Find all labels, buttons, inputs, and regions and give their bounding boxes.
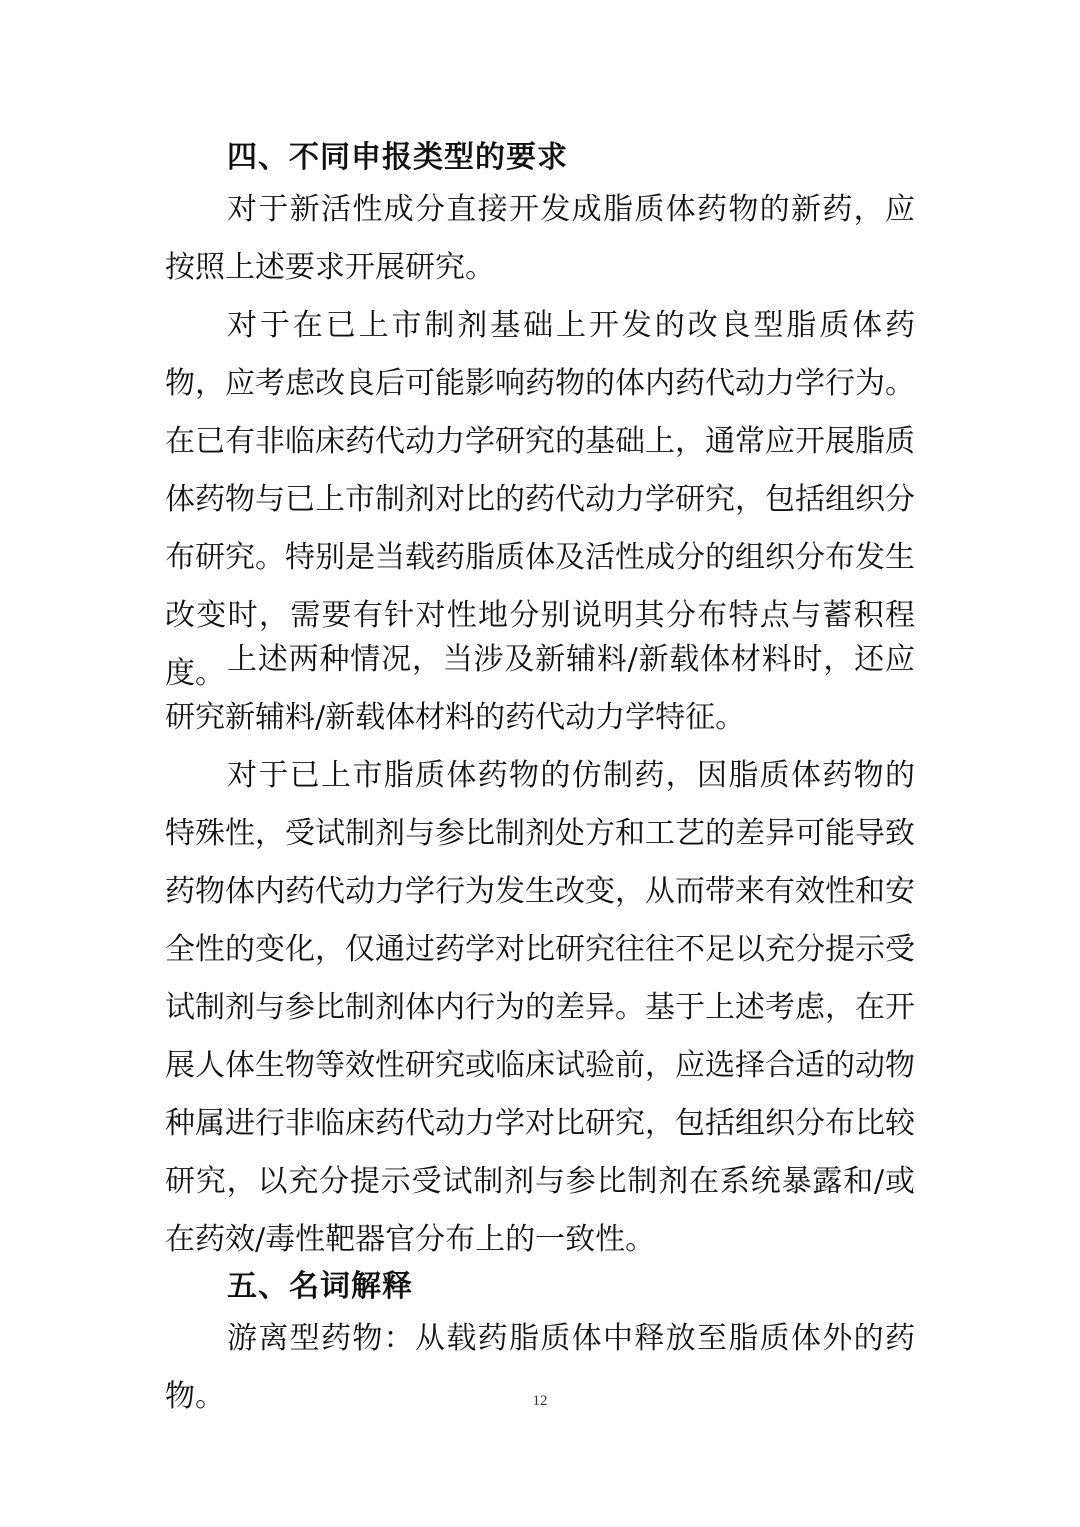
section-4-paragraph-4: 对于已上市脂质体药物的仿制药，因脂质体药物的特殊性，受试制剂与参比制剂处方和工艺的差异可能导致药物体内药代动力学行为发生改变，从而带来有效性和安全性的变化，仅通过药学对比研究往往不足以充分提示受试制剂与参比制剂体内行为的差异。基于上述考虑，在开展人体生物等效性研究或临床试验前，应选择合适的动物种属进行非临床药代动力学对比研究，包括组织分布比较研究，以充分提示受试制剂与参比制剂在系统暴露和/或在药效/毒性靶器官分布上的一致性。 [165, 758, 915, 1257]
section-4-paragraph-2: 对于在已上市制剂基础上开发的改良型脂质体药物，应考虑改良后可能影响药物的体内药代动力学行为。在已有非临床药代动力学研究的基础上，通常应开展脂质体药物与已上市制剂对比的药代动力学研究，包括组织分布研究。特别是当载药脂质体及活性成分的组织分布发生改变时，需要有针对性地分别说明其分布特点与蓄积程度。 [165, 308, 915, 691]
section-5-heading: 五、名词解释 [227, 1269, 413, 1304]
page-number: 12 [532, 1393, 548, 1409]
section-4-heading: 四、不同申报类型的要求 [227, 140, 568, 175]
section-4-paragraph-1: 对于新活性成分直接开发成脂质体药物的新药，应按照上述要求开展研究。 [165, 192, 915, 285]
section-5-paragraph-1: 游离型药物：从载药脂质体中释放至脂质体外的药物。 [165, 1321, 915, 1414]
section-4-paragraph-3: 上述两种情况，当涉及新辅料/新载体材料时，还应研究新辅料/新载体材料的药代动力学特征。 [165, 642, 915, 735]
